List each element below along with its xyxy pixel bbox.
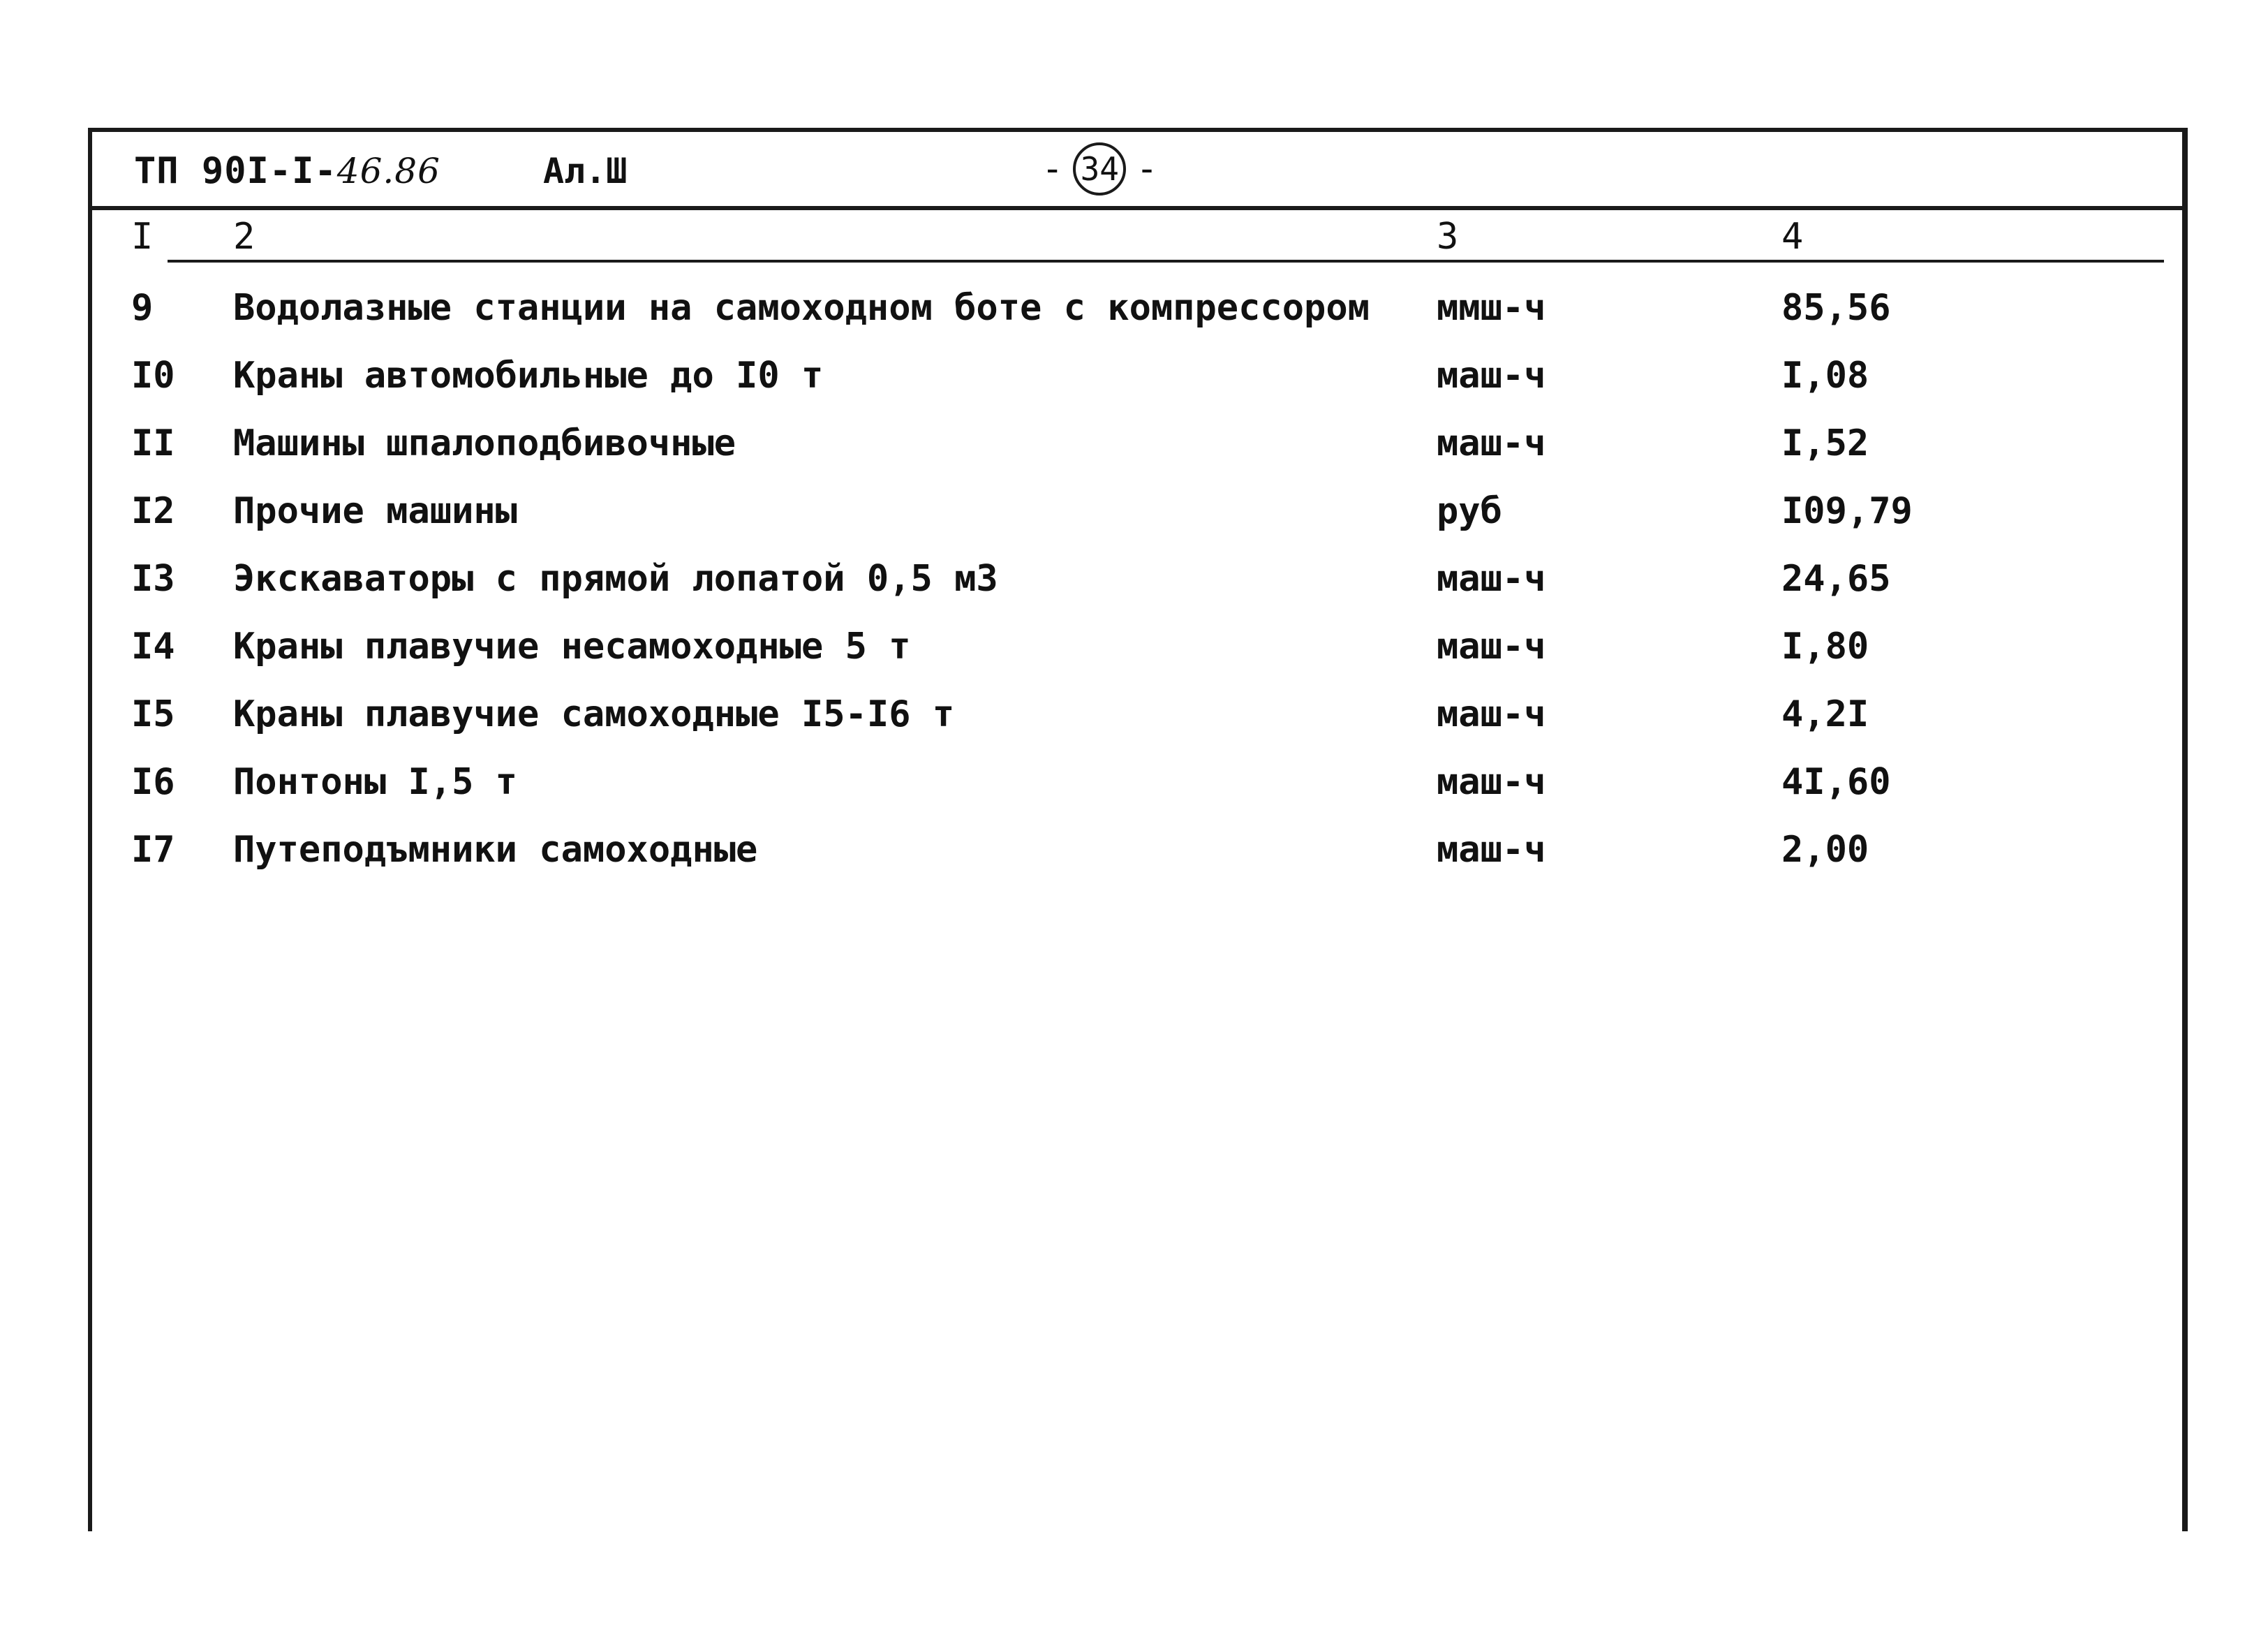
table-row <box>0 277 2268 339</box>
row-number: I7 <box>131 829 175 871</box>
row-name: Понтоны I,5 т <box>233 761 517 803</box>
row-name: Путеподъмники самоходные <box>233 829 758 871</box>
row-value: 4I,60 <box>1781 761 1891 803</box>
document-code <box>134 147 440 196</box>
table-row <box>0 480 2268 543</box>
row-value: 2,00 <box>1781 829 1869 871</box>
row-unit: маш-ч <box>1437 355 1546 397</box>
row-number: 9 <box>131 287 154 329</box>
table-row <box>0 344 2268 407</box>
row-unit: маш-ч <box>1437 626 1546 668</box>
page-number-circle: 34 <box>1073 142 1126 196</box>
row-number: I5 <box>131 693 175 735</box>
row-unit: маш-ч <box>1437 558 1546 600</box>
row-number: I4 <box>131 626 175 668</box>
row-name: Краны плавучие самоходные I5-I6 т <box>233 693 955 735</box>
row-name: Краны плавучие несамоходные 5 т <box>233 626 911 668</box>
table-row <box>0 683 2268 746</box>
album-label: Ал.Ш <box>543 151 628 191</box>
document-code-prefix: ТП 90I-I- <box>134 150 337 192</box>
row-value: I,08 <box>1781 355 1869 397</box>
row-name: Прочие машины <box>233 490 517 532</box>
header-divider <box>88 206 2188 210</box>
table-row <box>0 412 2268 475</box>
row-value: 85,56 <box>1781 287 1891 329</box>
row-unit: ммш-ч <box>1437 287 1546 329</box>
column-header-1: I <box>131 216 154 258</box>
row-unit: маш-ч <box>1437 422 1546 464</box>
row-number: II <box>131 422 175 464</box>
page-number-dash-left: - <box>1042 148 1064 190</box>
column-header-divider <box>168 260 2164 263</box>
row-value: 4,2I <box>1781 693 1869 735</box>
row-name: Экскаваторы с прямой лопатой 0,5 м3 <box>233 558 998 600</box>
row-number: I2 <box>131 490 175 532</box>
row-value: I,80 <box>1781 626 1869 668</box>
page-number-dash-right: - <box>1136 148 1158 190</box>
column-header-3: 3 <box>1437 216 1459 258</box>
table-row <box>0 547 2268 610</box>
row-number: I3 <box>131 558 175 600</box>
table-row <box>0 615 2268 678</box>
row-value: 24,65 <box>1781 558 1891 600</box>
column-header-4: 4 <box>1781 216 1804 258</box>
row-name: Краны автомобильные до I0 т <box>233 355 824 397</box>
table-row <box>0 818 2268 881</box>
table-row <box>0 751 2268 813</box>
row-number: I6 <box>131 761 175 803</box>
row-unit: маш-ч <box>1437 761 1546 803</box>
row-unit: руб <box>1437 490 1502 532</box>
row-value: I,52 <box>1781 422 1869 464</box>
page-number <box>1032 140 1168 198</box>
row-name: Машины шпалоподбивочные <box>233 422 736 464</box>
row-number: I0 <box>131 355 175 397</box>
document-code-handwritten: 46.86 <box>336 151 440 191</box>
column-header-2: 2 <box>233 216 255 258</box>
row-unit: маш-ч <box>1437 693 1546 735</box>
row-name: Водолазные станции на самоходном боте с компрессором <box>233 287 1370 329</box>
row-value: I09,79 <box>1781 490 1913 532</box>
row-unit: маш-ч <box>1437 829 1546 871</box>
